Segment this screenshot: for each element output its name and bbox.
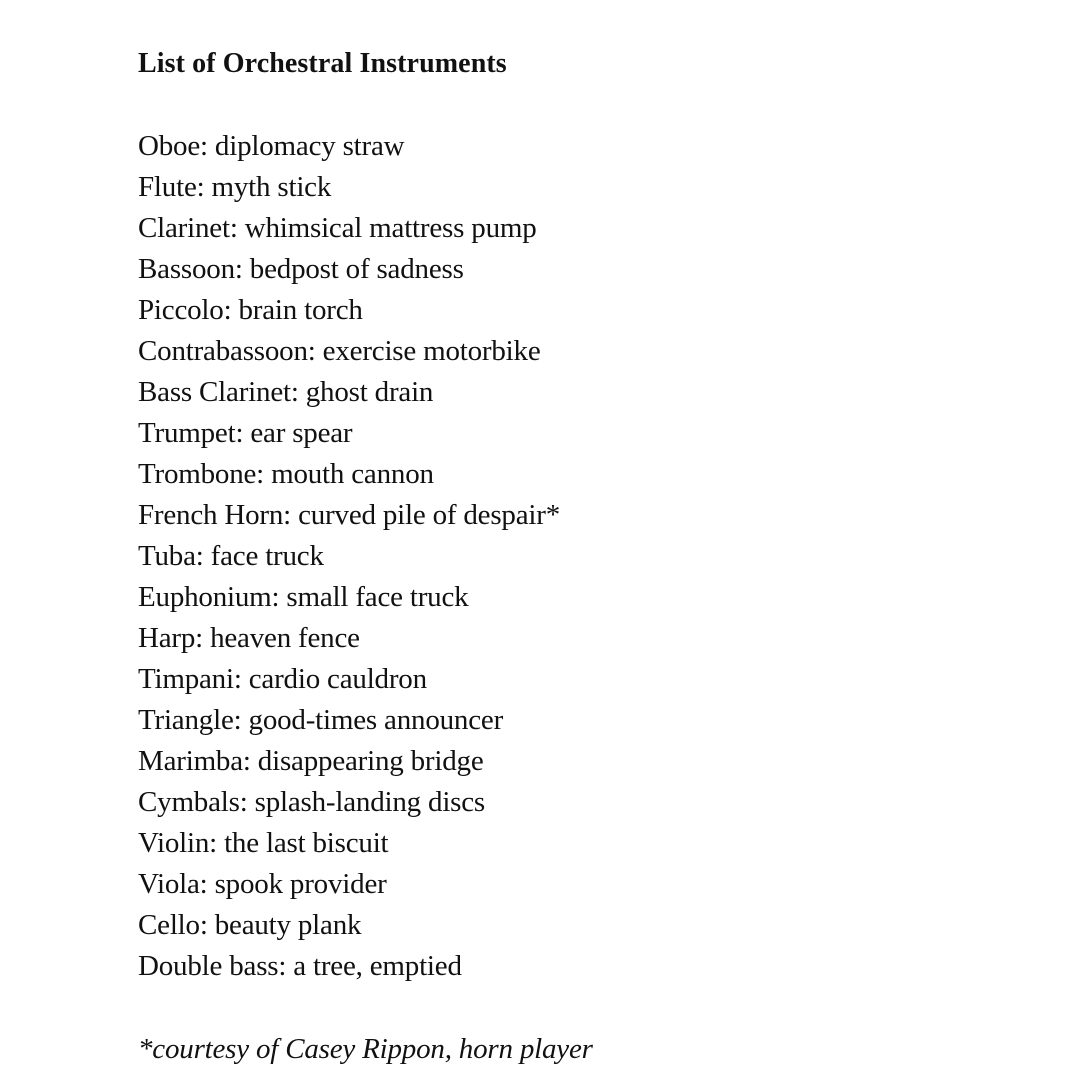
list-item: Euphonium: small face truck: [138, 581, 469, 613]
list-item: French Horn: curved pile of despair*: [138, 499, 561, 531]
list-item: Piccolo: brain torch: [138, 294, 363, 326]
list-item: Contrabassoon: exercise motorbike: [138, 335, 541, 367]
list-item: Marimba: disappearing bridge: [138, 745, 484, 777]
list-item: Bassoon: bedpost of sadness: [138, 253, 464, 285]
list-item: Flute: myth stick: [138, 171, 332, 203]
list-item: Trombone: mouth cannon: [138, 458, 434, 490]
footnote: *courtesy of Casey Rippon, horn player: [138, 1033, 593, 1065]
document-title: List of Orchestral Instruments: [138, 48, 507, 79]
list-item: Cello: beauty plank: [138, 909, 362, 941]
list-item: Viola: spook provider: [138, 868, 387, 900]
list-item: Bass Clarinet: ghost drain: [138, 376, 434, 408]
list-item: Tuba: face truck: [138, 540, 324, 572]
list-item: Clarinet: whimsical mattress pump: [138, 212, 537, 244]
list-item: Trumpet: ear spear: [138, 417, 353, 449]
list-item: Harp: heaven fence: [138, 622, 360, 654]
list-item: Triangle: good-times announcer: [138, 704, 504, 736]
list-item: Timpani: cardio cauldron: [138, 663, 427, 695]
list-item: Double bass: a tree, emptied: [138, 950, 462, 982]
instrument-list: [138, 126, 1038, 987]
list-item: Oboe: diplomacy straw: [138, 130, 405, 162]
document-page: [138, 44, 1038, 1070]
list-item: Cymbals: splash-landing discs: [138, 786, 486, 818]
list-item: Violin: the last biscuit: [138, 827, 389, 859]
